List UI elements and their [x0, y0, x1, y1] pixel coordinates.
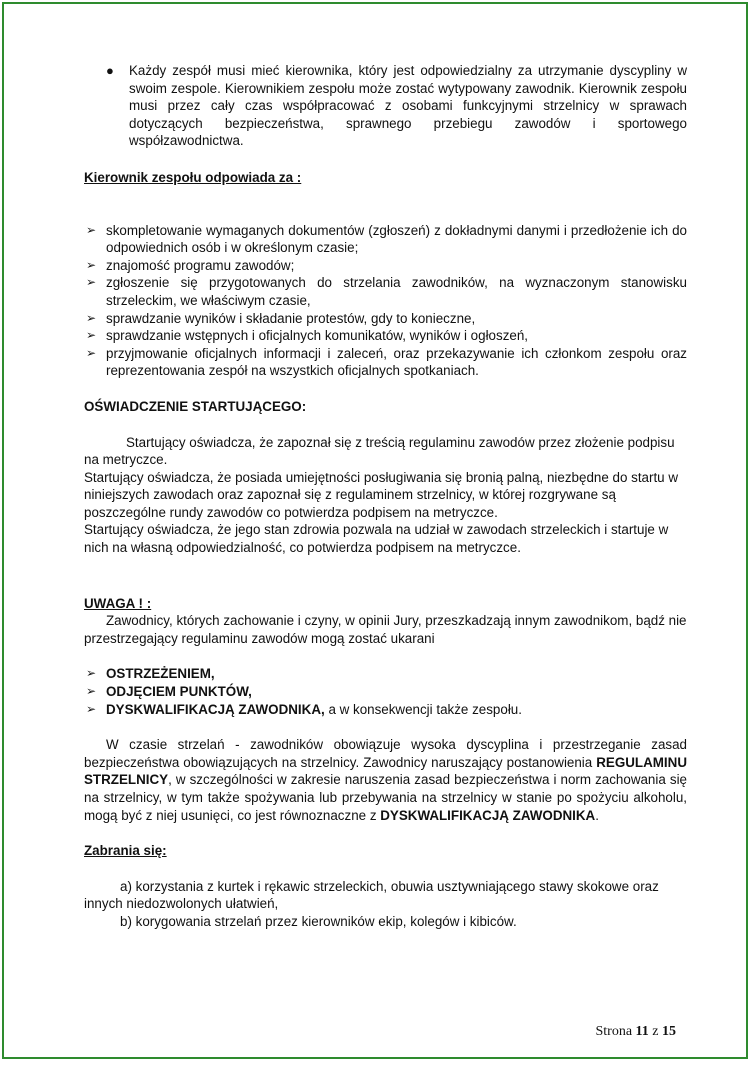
arrow-icon: ➢ [86, 328, 97, 343]
arrow-icon: ➢ [86, 666, 97, 681]
bullet-icon: ● [106, 63, 114, 78]
kary-list [84, 665, 687, 718]
zabrania-heading: Zabrania się: [84, 843, 167, 859]
footer-separator: z [652, 1024, 659, 1039]
list-item: ➢ sprawdzanie wyników i składanie protestów, gdy to konieczne, [86, 310, 476, 326]
page-footer [595, 1024, 676, 1040]
list-item: ➢ ODJĘCIEM PUNKTÓW, [86, 684, 252, 700]
list-item: ➢ skompletowanie wymaganych dokumentów (zgłoszeń) z dokładnymi danymi i przedłożenie ich do odpowiednich osób i w określonym czasie; [86, 222, 687, 256]
oswiadczenie-paragraph-3: Startujący oświadcza, że jego stan zdrowia pozwala na udział w zawodach strzeleckich i startuje w nich na własną odpowiedzialność, co potwierdza podpisem na metryczce. [84, 522, 669, 556]
arrow-icon: ➢ [86, 701, 97, 716]
list-item: ➢ OSTRZEŻENIEM, [86, 666, 215, 682]
kierownik-list [84, 222, 687, 380]
zabrania-item-b: b) korygowania strzelań przez kierowników ekip, kolegów i kibiców. [120, 913, 517, 929]
kierownik-heading: Kierownik zespołu odpowiada za : [84, 169, 302, 185]
arrow-icon: ➢ [86, 257, 97, 272]
list-item: ➢ sprawdzanie wstępnych i oficjalnych komunikatów, wyników i ogłoszeń, [86, 328, 529, 344]
arrow-icon: ➢ [86, 345, 97, 360]
list-item: ➢ DYSKWALIFIKACJĄ ZAWODNIKA, a w konsekwencji także zespołu. [86, 701, 522, 717]
list-item: ➢ zgłoszenie się przygotowanych do strzelania zawodników, na wyznaczonym stanowisku strzeleckim, we właściwym czasie, [86, 275, 687, 308]
uwaga-paragraph: Zawodnicy, których zachowanie i czyny, w opinii Jury, przeszkadzają innym zawodnikom, bądź nie przestrzegający regulaminu zawodów mogą zostać ukarani [84, 613, 687, 646]
arrow-icon: ➢ [86, 310, 97, 325]
intro-bullet [84, 62, 687, 150]
intro-text: Każdy zespół musi mieć kierownika, który jest odpowiedzialny za utrzymanie dyscypliny w swoim zespole. Kierownikiem zespołu może zostać wytypowany zawodnik. Kierownik zespołu musi przez cały czas współpracować z osobami funkcyjnymi strzelnicy w sprawach dotyczących bezpieczeństwa, sprawnego przebiegu zawodów i sportowego współzawodnictwa. [129, 63, 687, 149]
arrow-icon: ➢ [86, 222, 97, 237]
oswiadczenie-paragraph-2: Startujący oświadcza, że posiada umiejętności posługiwania się bronią palną, niezbędne do startu w niniejszych zawodach oraz zapoznał się z regulaminem strzelnicy, w której rozgrywane są poszczególne rundy zawodów co potwierdza podpisem na metryczce. [84, 469, 679, 520]
oswiadczenie-heading: OŚWIADCZENIE STARTUJĄCEGO: [84, 398, 307, 414]
uwaga-heading: UWAGA ! : [84, 595, 152, 611]
footer-total-pages: 15 [662, 1024, 676, 1039]
oswiadczenie-paragraph-1: Startujący oświadcza, że zapoznał się z treścią regulaminu zawodów przez złożenie podpisu na metryczce. [84, 434, 675, 468]
footer-label: Strona [595, 1024, 633, 1039]
document-body [84, 62, 687, 931]
list-item: ➢ znajomość programu zawodów; [86, 257, 295, 273]
list-item: ➢ przyjmowanie oficjalnych informacji i zaleceń, oraz przekazywanie ich członkom zespołu oraz reprezentowania zespół na wszystkich oficjalnych spotkaniach. [86, 345, 687, 379]
arrow-icon: ➢ [86, 275, 97, 290]
footer-page-number: 11 [635, 1024, 649, 1039]
arrow-icon: ➢ [86, 684, 97, 699]
dyscyplina-paragraph: W czasie strzelań - zawodników obowiązuje wysoka dyscyplina i przestrzeganie zasad bezpieczeństwa obowiązujących na strzelnicy. Zawodnicy naruszający postanowienia REGULAMINU STRZELNICY, w szczególności w zakresie naruszenia zasad bezpieczeństwa i norm zachowania się na strzelnicy, w tym także spożywania lub przebywania na strzelnicy w stanie po spożyciu alkoholu, mogą być z niej usunięci, co jest równoznaczne z DYSKWALIFIKACJĄ ZAWODNIKA. [84, 737, 687, 823]
zabrania-item-a: a) korzystania z kurtek i rękawic strzeleckich, obuwia usztywniającego stawy skokowe oraz innych niedozwolonych ułatwień, [84, 878, 659, 912]
page-frame [2, 2, 748, 1059]
